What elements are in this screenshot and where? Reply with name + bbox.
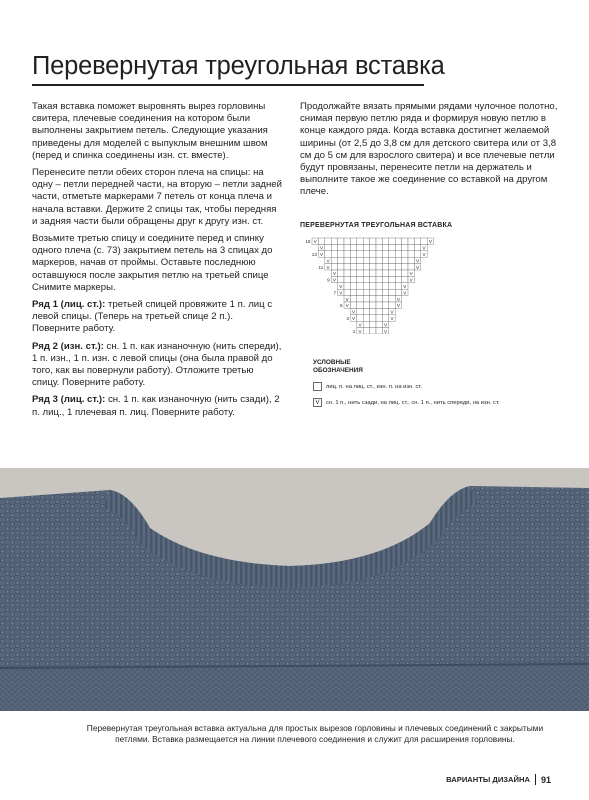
- chart-cell: [376, 270, 382, 276]
- slip-stitch-mark: V: [390, 309, 394, 315]
- chart-cell: [344, 276, 350, 282]
- chart-cell: [382, 308, 388, 314]
- chart-cell: [363, 328, 369, 334]
- footer-section: ВАРИАНТЫ ДИЗАЙНА: [446, 775, 530, 784]
- chart-cell: [363, 251, 369, 257]
- slip-stitch-mark: V: [409, 277, 413, 283]
- chart-cell: [370, 251, 376, 257]
- chart-cell: [389, 283, 395, 289]
- chart-cell: [344, 264, 350, 270]
- row-2-text: сн. 1 п. как изнаночную (нить спереди), 1 п. изн., 1 п. изн. с левой спицы (она была правой до того, как вы повернули работу). Отложите третью спицу. Поверните работу.: [32, 340, 282, 389]
- slip-stitch-mark: V: [403, 284, 407, 289]
- intro-paragraph: Такая вставка поможет выровнять вырез горловины свитера, плечевые соединения на котором были выполнены закрытием петель. Следующие указания приведены для моделей с выпуклым внешним швом (перед и спинка соединены изн. ст. вместе).: [32, 101, 268, 161]
- slip-stitch-mark: V: [332, 277, 336, 283]
- chart-cell: [389, 257, 395, 263]
- chart-cell: [350, 302, 356, 308]
- chart-cell: [338, 238, 344, 244]
- chart-cell: [395, 264, 401, 270]
- chart-cell: [389, 302, 395, 308]
- slip-stitch-mark: V: [313, 239, 317, 245]
- chart-cell: [338, 251, 344, 257]
- chart-cell: [370, 321, 376, 327]
- chart-cell: [350, 283, 356, 289]
- page-title: Перевернутая треугольная вставка: [32, 52, 445, 80]
- chart-cell: [376, 251, 382, 257]
- chart-cell: [370, 315, 376, 321]
- chart-cell: [363, 296, 369, 302]
- chart-cell: [421, 238, 427, 244]
- chart-cell: [370, 302, 376, 308]
- chart-cell: [382, 296, 388, 302]
- transfer-paragraph: Перенесите петли обеих сторон плеча на спицы: на одну – петли передней части, на вторую – петли задней части, отметьте маркерами 7 петель от конца плеча и начала вставки. Держите 2 спицы так, чтобы передняя и задняя части были обращены друг к другу изн. ст.: [32, 167, 282, 227]
- chart-cell: [382, 315, 388, 321]
- left-text-column: [32, 101, 282, 424]
- chart-cell: [395, 276, 401, 282]
- slip-stitch-mark: V: [396, 303, 400, 309]
- chart-cell: [350, 238, 356, 244]
- chart-cell: [357, 264, 363, 270]
- chart-cell: [344, 238, 350, 244]
- chart-cell: [363, 270, 369, 276]
- slip-stitch-icon: V: [313, 398, 322, 407]
- legend-item-slip: [313, 397, 553, 408]
- sweater-photo: [0, 468, 589, 711]
- slip-stitch-mark: V: [403, 290, 407, 296]
- chart-cell: [338, 257, 344, 263]
- slip-stitch-mark: V: [320, 245, 324, 251]
- chart-cell: [325, 251, 331, 257]
- chart-cell: [350, 289, 356, 295]
- chart-cell: [331, 251, 337, 257]
- row-3-label: Ряд 3 (лиц. ст.):: [32, 394, 106, 406]
- chart-cell: [370, 244, 376, 250]
- title-underline: [32, 84, 424, 86]
- legend-title-line-2: ОБОЗНАЧЕНИЯ: [313, 367, 363, 374]
- chart-cell: [357, 296, 363, 302]
- chart-cell: [357, 251, 363, 257]
- page-number: 91: [540, 774, 551, 785]
- chart-cell: [350, 296, 356, 302]
- chart-cell: [363, 257, 369, 263]
- chart-grid: [312, 238, 434, 334]
- chart-cell: [344, 257, 350, 263]
- slip-stitch-mark: V: [390, 316, 394, 321]
- slip-stitch-mark: V: [416, 264, 420, 270]
- chart-cell: [382, 238, 388, 244]
- chart-row-number: 1: [352, 328, 356, 334]
- slip-stitch-mark: V: [326, 258, 330, 264]
- legend-title-line-1: УСЛОВНЫЕ: [313, 359, 351, 366]
- chart-cell: [395, 244, 401, 250]
- slip-stitch-mark: V: [358, 328, 362, 334]
- chart-cell: [382, 264, 388, 270]
- chart-cell: [344, 244, 350, 250]
- chart-cell: [376, 244, 382, 250]
- chart-cell: [357, 308, 363, 314]
- slip-stitch-mark: V: [339, 284, 343, 289]
- row-1-text: третьей спицей провяжите 1 п. лиц с левой спицы. (Теперь на третьей спице 2 п.). Поверните работу.: [32, 299, 273, 335]
- chart-cell: [382, 244, 388, 250]
- chart-cell: [363, 289, 369, 295]
- chart-row-number: 3: [346, 316, 349, 321]
- chart-cell: [325, 244, 331, 250]
- chart-cell: [376, 276, 382, 282]
- chart-cell: [376, 257, 382, 263]
- chart-cell: [363, 315, 369, 321]
- chart-cell: [382, 257, 388, 263]
- chart-cell: [408, 251, 414, 257]
- chart-cell: [357, 238, 363, 244]
- chart-cell: [382, 276, 388, 282]
- chart-cell: [331, 238, 337, 244]
- slip-stitch-mark: V: [422, 252, 426, 257]
- chart-cell: [370, 308, 376, 314]
- chart-cell: [350, 264, 356, 270]
- chart-cell: [376, 264, 382, 270]
- chart-cell: [350, 244, 356, 250]
- chart-cell: [350, 257, 356, 263]
- chart-row-number: 11: [318, 264, 324, 270]
- page-footer: [446, 774, 551, 785]
- chart-cell: [338, 270, 344, 276]
- slip-stitch-mark: V: [358, 322, 362, 328]
- chart-cell: [414, 238, 420, 244]
- chart-cell: [376, 289, 382, 295]
- chart-cell: [389, 264, 395, 270]
- chart-cell: [376, 308, 382, 314]
- slip-stitch-mark: V: [384, 328, 388, 334]
- chart-cell: [338, 276, 344, 282]
- chart-cell: [395, 270, 401, 276]
- chart-cell: [382, 289, 388, 295]
- title-block: [32, 52, 445, 86]
- chart-cell: [357, 302, 363, 308]
- bind-off-paragraph: Возьмите третью спицу и соедините перед и спинку одного плеча (с. 73) закрытием петель на 3 спицах до маркеров, начав от проймы. Оставьте последнюю оставшуюся после закрытия петлю на третьей спице Снимите маркеры.: [32, 233, 273, 293]
- chart-cell: [363, 302, 369, 308]
- chart-cell: [370, 270, 376, 276]
- chart-cell: [382, 302, 388, 308]
- chart-cell: [338, 264, 344, 270]
- slip-stitch-mark: V: [345, 296, 349, 302]
- chart-cell: [331, 244, 337, 250]
- chart-cell: [376, 296, 382, 302]
- chart-cell: [370, 238, 376, 244]
- chart-cell: [370, 264, 376, 270]
- chart-cell: [402, 270, 408, 276]
- chart-cell: [370, 257, 376, 263]
- legend-item-knit: [313, 381, 553, 392]
- chart-cell: [363, 283, 369, 289]
- row-3-instruction: [32, 394, 282, 418]
- chart-cell: [389, 276, 395, 282]
- chart-cell: [357, 289, 363, 295]
- slip-stitch-mark: V: [422, 245, 426, 251]
- chart-cell: [402, 276, 408, 282]
- chart-cell: [344, 283, 350, 289]
- row-3-text: сн. 1 п. как изнаночную (нить сзади), 2 п. лиц., 1 плечевая п. лиц. Поверните работу.: [32, 394, 280, 418]
- chart-cell: [357, 283, 363, 289]
- chart-cell: [376, 302, 382, 308]
- chart-cell: [370, 296, 376, 302]
- slip-stitch-mark: V: [332, 271, 336, 277]
- chart-cell: [350, 251, 356, 257]
- chart-cell: [389, 251, 395, 257]
- chart-cell: [357, 257, 363, 263]
- chart-cell: [344, 251, 350, 257]
- slip-stitch-mark: V: [352, 316, 356, 321]
- slip-stitch-mark: V: [345, 303, 349, 309]
- chart-cell: [376, 315, 382, 321]
- chart-cell: [331, 257, 337, 263]
- chart-row-number: 9: [327, 277, 330, 283]
- chart-cell: [363, 238, 369, 244]
- legend-title: [313, 359, 553, 375]
- chart-cell: [363, 264, 369, 270]
- chart-cell: [402, 244, 408, 250]
- footer-separator: [535, 774, 536, 785]
- chart-cell: [363, 244, 369, 250]
- chart-row-number: 13: [311, 252, 317, 257]
- chart-cell: [370, 283, 376, 289]
- chart-cell: [344, 289, 350, 295]
- slip-stitch-mark: V: [320, 252, 324, 257]
- chart-cell: [395, 283, 401, 289]
- sweater-illustration: [0, 468, 589, 711]
- chart-cell: [318, 238, 324, 244]
- chart-cell: [350, 276, 356, 282]
- row-2-label: Ряд 2 (изн. ст.):: [32, 340, 104, 352]
- chart-cell: [363, 276, 369, 282]
- chart-cell: [389, 244, 395, 250]
- chart-cell: [389, 270, 395, 276]
- chart-cell: [370, 328, 376, 334]
- chart-cell: [382, 270, 388, 276]
- slip-stitch-mark: V: [416, 258, 420, 264]
- chart-cell: [376, 238, 382, 244]
- chart-row-number: 15: [305, 239, 311, 245]
- chart-cell: [338, 244, 344, 250]
- chart-cell: [376, 328, 382, 334]
- chart-cell: [382, 251, 388, 257]
- chart-cell: [389, 238, 395, 244]
- chart-cell: [408, 264, 414, 270]
- chart-cell: [402, 238, 408, 244]
- chart-cell: [363, 321, 369, 327]
- chart-cell: [370, 276, 376, 282]
- legend: [313, 359, 553, 413]
- chart-cell: [357, 315, 363, 321]
- slip-stitch-mark: V: [428, 239, 432, 245]
- continue-paragraph: Продолжайте вязать прямыми рядами чулочное полотно, снимая первую петлю ряда и формируя новую петлю в конце каждого ряда. Когда вставка достигнет желаемой ширины (от 2,5 до 3,8 см для детского свитера или от 3,8 см до 5 см для взрослого свитера) и все плечевые петли будут провязаны, перенесите петли на держатель и выполните такое же соединение со вставкой на другом плече.: [300, 101, 558, 198]
- chart-row-number: 7: [333, 290, 337, 296]
- knitting-chart: [298, 234, 448, 334]
- chart-cell: [395, 257, 401, 263]
- right-text-column: [300, 101, 562, 204]
- chart-cell: [402, 264, 408, 270]
- chart-cell: [344, 270, 350, 276]
- slip-stitch-mark: V: [326, 264, 330, 270]
- chart-cell: [408, 257, 414, 263]
- photo-caption: Перевернутая треугольная вставка актуальна для простых вырезов горловины и плечевых соединений с закрытыми петлями. Вставка размещается на линии плечевого соединения и служит для расширения горловины.: [86, 723, 544, 744]
- chart-cell: [370, 289, 376, 295]
- chart-cell: [414, 251, 420, 257]
- row-1-instruction: [32, 299, 282, 336]
- chart-cell: [350, 270, 356, 276]
- legend-item-knit-text: лиц. п. на лиц. ст., изн. п. на изн. ст.: [326, 383, 423, 390]
- legend-item-slip-text: сн. 1 п., нить сзади, на лиц. ст., сн. 1 п., нить спереди, на изн. ст.: [326, 399, 500, 406]
- chart-cell: [325, 238, 331, 244]
- slip-stitch-mark: V: [339, 290, 343, 296]
- chart-cell: [389, 296, 395, 302]
- chart-cell: [402, 251, 408, 257]
- chart-cell: [414, 244, 420, 250]
- slip-stitch-mark: V: [396, 296, 400, 302]
- chart-cell: [395, 251, 401, 257]
- chart-cell: [389, 289, 395, 295]
- empty-square-icon: [313, 382, 322, 391]
- chart-title: ПЕРЕВЕРНУТАЯ ТРЕУГОЛЬНАЯ ВСТАВКА: [300, 222, 453, 229]
- slip-stitch-mark: V: [384, 322, 388, 328]
- row-2-instruction: [32, 341, 282, 390]
- chart-cell: [382, 283, 388, 289]
- chart-row-number: 5: [339, 303, 343, 309]
- chart-cell: [363, 308, 369, 314]
- chart-cell: [402, 257, 408, 263]
- chart-cell: [357, 244, 363, 250]
- chart-cell: [357, 276, 363, 282]
- chart-cell: [395, 289, 401, 295]
- chart-cell: [331, 264, 337, 270]
- chart-cell: [408, 238, 414, 244]
- chart-cell: [376, 283, 382, 289]
- chart-cell: [395, 238, 401, 244]
- slip-stitch-mark: V: [352, 309, 356, 315]
- chart-cell: [357, 270, 363, 276]
- row-1-label: Ряд 1 (лиц. ст.):: [32, 299, 106, 311]
- chart-cell: [408, 244, 414, 250]
- chart-cell: [376, 321, 382, 327]
- slip-stitch-mark: V: [409, 271, 413, 277]
